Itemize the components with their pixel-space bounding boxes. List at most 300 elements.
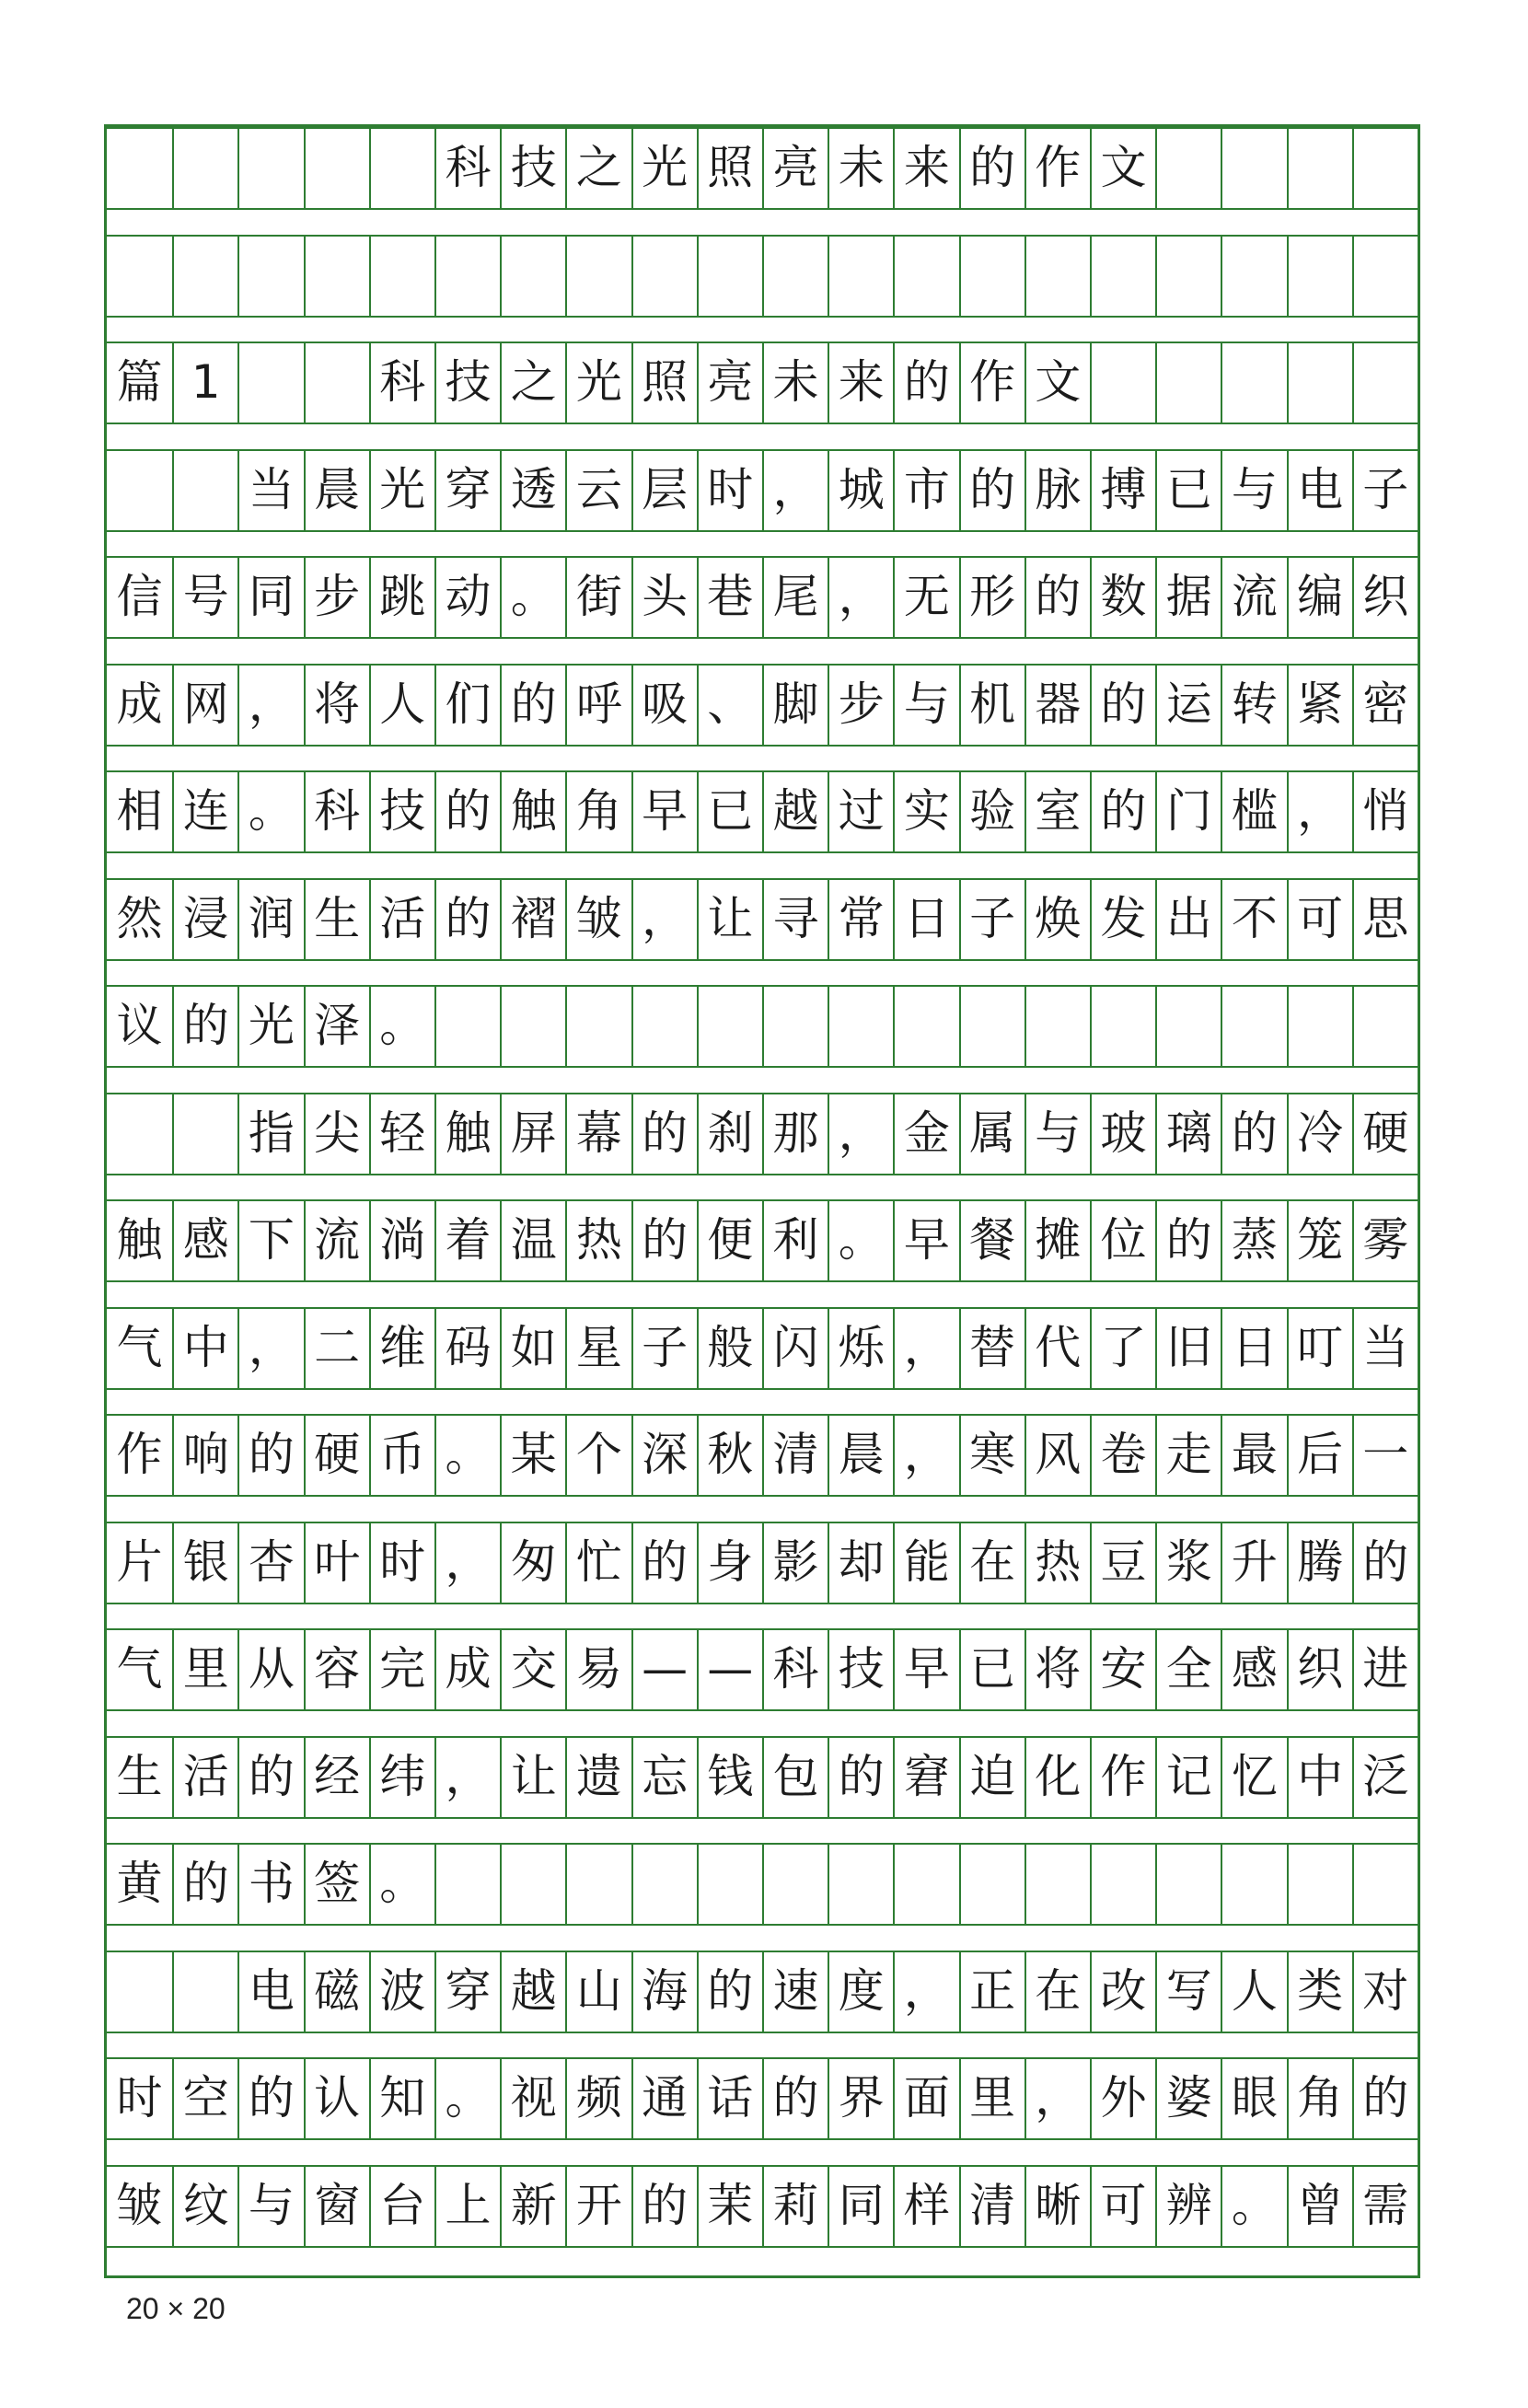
grid-cell (631, 235, 697, 316)
grid-cell: 类 (1287, 1951, 1352, 2032)
grid-cell: 与 (893, 664, 958, 745)
grid-cell: 时 (697, 449, 762, 530)
grid-row (107, 127, 1418, 208)
grid-cell: 中 (1287, 1736, 1352, 1817)
grid-cell: 号 (172, 556, 237, 637)
grid-cell: 技 (434, 342, 500, 423)
grid-cell (172, 1951, 237, 2032)
grid-cell: 尖 (304, 1093, 369, 1174)
grid-cell: 在 (959, 1522, 1024, 1603)
grid-cell: 的 (828, 1736, 893, 1817)
grid-cell: 空 (172, 2057, 237, 2138)
grid-cell: 亮 (762, 127, 828, 208)
grid-cell: 光 (565, 342, 631, 423)
grid-cell: 无 (893, 556, 958, 637)
grid-cell: 人 (369, 664, 434, 745)
grid-cell: 知 (369, 2057, 434, 2138)
grid-cell: 流 (304, 1199, 369, 1280)
grid-row (107, 1843, 1418, 1924)
grid-cell: 身 (697, 1522, 762, 1603)
grid-cell: 磁 (304, 1951, 369, 2032)
grid-cell: 钱 (697, 1736, 762, 1817)
grid-cell (107, 1951, 172, 2032)
grid-cell: 未 (762, 342, 828, 423)
grid-cell: 形 (959, 556, 1024, 637)
grid-cell: 签 (304, 1843, 369, 1924)
grid-cell: 来 (893, 127, 958, 208)
grid-cell: 需 (1352, 2165, 1418, 2246)
grid-cell: 思 (1352, 878, 1418, 959)
grid-line (107, 556, 1418, 558)
grid-cell: 让 (500, 1736, 565, 1817)
grid-line (107, 637, 1418, 639)
grid-line (107, 208, 1418, 210)
grid-cell: 后 (1287, 1414, 1352, 1495)
grid-cell: 银 (172, 1522, 237, 1603)
grid-cell: 的 (631, 1522, 697, 1603)
grid-cell: 热 (1024, 1522, 1090, 1603)
grid-cell: 寒 (959, 1414, 1024, 1495)
grid-cell: 币 (369, 1414, 434, 1495)
grid-line (107, 1414, 1418, 1416)
grid-cell: 在 (1024, 1951, 1090, 2032)
grid-cell (697, 235, 762, 316)
grid-cell: 连 (172, 770, 237, 851)
grid-cell: 悄 (1352, 770, 1418, 851)
grid-cell: 科 (369, 342, 434, 423)
grid-cell (1287, 985, 1352, 1066)
grid-cell: ， (893, 1414, 958, 1495)
grid-cell: 杏 (237, 1522, 303, 1603)
grid-cell: 技 (369, 770, 434, 851)
grid-cell: 。 (500, 556, 565, 637)
grid-row (107, 556, 1418, 637)
grid-line (107, 449, 1418, 451)
grid-cell: 科 (762, 1628, 828, 1709)
grid-cell: 进 (1352, 1628, 1418, 1709)
grid-cell: 迫 (959, 1736, 1024, 1817)
grid-cell: ， (434, 1522, 500, 1603)
grid-cell (1155, 985, 1221, 1066)
grid-cell (1221, 342, 1286, 423)
grid-cell: ， (893, 1307, 958, 1388)
grid-cell: 忘 (631, 1736, 697, 1817)
grid-cell: 曾 (1287, 2165, 1352, 2246)
grid-cell: 生 (116, 1749, 163, 1803)
grid-cell: 数 (1090, 556, 1155, 637)
grid-cell: 。 (434, 2057, 500, 2138)
grid-cell: 尾 (762, 556, 828, 637)
grid-cell: 透 (500, 449, 565, 530)
grid-cell: 窘 (893, 1736, 958, 1817)
grid-cell: 穿 (434, 449, 500, 530)
grid-cell: 触 (116, 1213, 163, 1267)
grid-line (107, 878, 1418, 880)
grid-cell: ， (237, 1307, 303, 1388)
grid-cell: 样 (893, 2165, 958, 2246)
grid-cell: 与 (237, 2165, 303, 2246)
grid-cell: 已 (697, 770, 762, 851)
grid-line (107, 1951, 1418, 1952)
grid-line (107, 1199, 1418, 1201)
grid-cell: 润 (237, 878, 303, 959)
grid-row (107, 1736, 1418, 1817)
grid-cell (237, 342, 303, 423)
grid-cell (1287, 127, 1352, 208)
grid-cell: 的 (172, 985, 237, 1066)
grid-cell: 技 (828, 1628, 893, 1709)
grid-cell: 代 (1024, 1307, 1090, 1388)
grid-cell: 速 (762, 1951, 828, 2032)
grid-cell: 角 (1287, 2057, 1352, 2138)
grid-cell: 作 (1024, 127, 1090, 208)
grid-cell: 般 (697, 1307, 762, 1388)
grid-cell: 泛 (1352, 1736, 1418, 1817)
grid-size-label: 20 × 20 (126, 2292, 226, 2325)
grid-cell: 清 (762, 1414, 828, 1495)
grid-cell: 的 (697, 1951, 762, 2032)
grid-cell: 的 (172, 1843, 237, 1924)
grid-cell: 的 (1024, 556, 1090, 637)
grid-cell: 深 (631, 1414, 697, 1495)
grid-cell (237, 127, 303, 208)
grid-cell: 容 (304, 1628, 369, 1709)
grid-cell: 位 (1090, 1199, 1155, 1280)
grid-cell: 让 (697, 878, 762, 959)
grid-cell: 出 (1155, 878, 1221, 959)
grid-cell: 玻 (1090, 1093, 1155, 1174)
grid-cell: 技 (500, 127, 565, 208)
grid-row (107, 2165, 1418, 2246)
grid-cell: 晰 (1024, 2165, 1090, 2246)
grid-cell: 日 (1221, 1307, 1286, 1388)
grid-cell: 皱 (116, 2178, 163, 2232)
grid-cell (1352, 985, 1418, 1066)
grid-cell: 金 (893, 1093, 958, 1174)
grid-cell: 响 (172, 1414, 237, 1495)
grid-cell: 浸 (172, 878, 237, 959)
grid-cell: 餐 (959, 1199, 1024, 1280)
grid-cell: 织 (1287, 1628, 1352, 1709)
grid-cell: 从 (237, 1628, 303, 1709)
grid-cell: 然 (116, 891, 163, 945)
grid-line (107, 1495, 1418, 1497)
grid-cell (1221, 235, 1286, 316)
grid-cell: 。 (1221, 2165, 1286, 2246)
grid-cell: 动 (434, 556, 500, 637)
grid-cell: 里 (172, 1628, 237, 1709)
grid-cell: 未 (828, 127, 893, 208)
grid-cell: 亮 (697, 342, 762, 423)
grid-cell: 安 (1090, 1628, 1155, 1709)
grid-cell: 子 (631, 1307, 697, 1388)
grid-cell: 寻 (762, 878, 828, 959)
grid-cell: 的 (237, 1414, 303, 1495)
grid-cell: 冷 (1287, 1093, 1352, 1174)
grid-cell (1221, 127, 1286, 208)
grid-cell: 界 (828, 2057, 893, 2138)
grid-cell (1024, 235, 1090, 316)
grid-cell: 晨 (304, 449, 369, 530)
grid-cell: 议 (116, 999, 163, 1052)
grid-cell: 照 (631, 342, 697, 423)
grid-cell: 全 (1155, 1628, 1221, 1709)
grid-cell (107, 449, 172, 530)
grid-cell: 巷 (697, 556, 762, 637)
grid-cell: 搏 (1090, 449, 1155, 530)
grid-cell: 黄 (116, 1857, 163, 1910)
grid-cell: 槛 (1221, 770, 1286, 851)
grid-row (107, 449, 1418, 530)
grid-line (107, 2246, 1418, 2248)
grid-cell: 下 (237, 1199, 303, 1280)
grid-cell (107, 1093, 172, 1174)
grid-cell (172, 235, 237, 316)
grid-row (107, 985, 1418, 1066)
grid-cell (237, 235, 303, 316)
grid-cell: 运 (1155, 664, 1221, 745)
grid-line (107, 2057, 1418, 2059)
grid-cell: 编 (1287, 556, 1352, 637)
grid-line (107, 1280, 1418, 1282)
grid-cell: 人 (1221, 1951, 1286, 2032)
grid-line (107, 1817, 1418, 1819)
grid-cell: 电 (237, 1951, 303, 2032)
grid-cell: 却 (828, 1522, 893, 1603)
grid-cell: — (631, 1628, 697, 1709)
grid-cell (1287, 1843, 1352, 1924)
grid-cell (1352, 342, 1418, 423)
grid-cell: 上 (434, 2165, 500, 2246)
grid-cell: 指 (237, 1093, 303, 1174)
grid-cell (893, 1843, 958, 1924)
grid-line (107, 1924, 1418, 1926)
grid-cell: ， (828, 556, 893, 637)
grid-cell (762, 985, 828, 1066)
grid-cell: 利 (762, 1199, 828, 1280)
grid-row (107, 1951, 1418, 2032)
grid-cell: 的 (1352, 2057, 1418, 2138)
grid-cell: 叶 (304, 1522, 369, 1603)
grid-cell: 的 (762, 2057, 828, 2138)
grid-cell: 越 (762, 770, 828, 851)
grid-line (107, 235, 1418, 237)
grid-line (107, 1628, 1418, 1630)
grid-cell (107, 127, 172, 208)
grid-line (107, 1066, 1418, 1068)
grid-cell: 呼 (565, 664, 631, 745)
grid-cell: 触 (434, 1093, 500, 1174)
grid-cell: 焕 (1024, 878, 1090, 959)
grid-cell: 作 (116, 1428, 163, 1481)
grid-cell: 感 (172, 1199, 237, 1280)
grid-cell: 的 (434, 770, 500, 851)
grid-cell: 卷 (1090, 1414, 1155, 1495)
grid-cell (565, 1843, 631, 1924)
grid-cell: 越 (500, 1951, 565, 2032)
grid-cell: 风 (1024, 1414, 1090, 1495)
grid-cell: 轻 (369, 1093, 434, 1174)
grid-cell: ， (762, 449, 828, 530)
grid-cell (893, 985, 958, 1066)
grid-cell: — (697, 1628, 762, 1709)
grid-cell: 紧 (1287, 664, 1352, 745)
grid-cell (1287, 235, 1352, 316)
grid-cell: 网 (172, 664, 237, 745)
grid-cell: 作 (1090, 1736, 1155, 1817)
grid-cell: 早 (893, 1199, 958, 1280)
grid-cell: 片 (116, 1534, 163, 1589)
grid-cell: 科 (434, 127, 500, 208)
grid-cell: 时 (369, 1522, 434, 1603)
grid-cell: 光 (369, 449, 434, 530)
grid-cell: 相 (116, 784, 163, 838)
grid-line (107, 1843, 1418, 1845)
grid-cell: 穿 (434, 1951, 500, 2032)
grid-cell: 吸 (631, 664, 697, 745)
grid-cell: 验 (959, 770, 1024, 851)
grid-cell: ， (1024, 2057, 1090, 2138)
grid-cell: 便 (697, 1199, 762, 1280)
grid-cell: 光 (631, 127, 697, 208)
grid-row (107, 664, 1418, 745)
grid-cell: 叮 (1287, 1307, 1352, 1388)
grid-cell: 维 (369, 1307, 434, 1388)
grid-cell: 淌 (369, 1199, 434, 1280)
grid-cell: 山 (565, 1951, 631, 2032)
grid-cell (1155, 235, 1221, 316)
grid-cell: 的 (1155, 1199, 1221, 1280)
grid-cell: 文 (1024, 342, 1090, 423)
grid-cell (500, 985, 565, 1066)
grid-cell (1352, 235, 1418, 316)
grid-cell (1352, 127, 1418, 208)
grid-cell: 的 (631, 1199, 697, 1280)
grid-cell: 气 (116, 1642, 163, 1696)
grid-cell: ， (237, 664, 303, 745)
grid-cell: 成 (434, 1628, 500, 1709)
grid-cell (434, 985, 500, 1066)
grid-cell (631, 1843, 697, 1924)
grid-cell: 走 (1155, 1414, 1221, 1495)
grid-cell: 闪 (762, 1307, 828, 1388)
grid-cell: 机 (959, 664, 1024, 745)
grid-cell: 婆 (1155, 2057, 1221, 2138)
grid-row (107, 770, 1418, 851)
grid-cell: 星 (565, 1307, 631, 1388)
grid-cell: ， (1287, 770, 1352, 851)
grid-line (107, 664, 1418, 666)
grid-cell: 码 (434, 1307, 500, 1388)
grid-cell: 频 (565, 2057, 631, 2138)
grid-cell: 能 (893, 1522, 958, 1603)
grid-row (107, 235, 1418, 316)
grid-cell: 摊 (1024, 1199, 1090, 1280)
grid-cell (762, 1843, 828, 1924)
grid-cell: 度 (828, 1951, 893, 2032)
grid-cell: 茉 (697, 2165, 762, 2246)
grid-cell: 之 (500, 342, 565, 423)
grid-cell: 硬 (1352, 1093, 1418, 1174)
grid-cell (959, 985, 1024, 1066)
grid-line (107, 423, 1418, 424)
grid-line (107, 1522, 1418, 1523)
grid-cell: 实 (893, 770, 958, 851)
grid-line (107, 959, 1418, 961)
grid-cell: 幕 (565, 1093, 631, 1174)
grid-cell: 豆 (1090, 1522, 1155, 1603)
grid-cell: 街 (565, 556, 631, 637)
grid-cell: 清 (959, 2165, 1024, 2246)
grid-cell: 面 (893, 2057, 958, 2138)
grid-cell (1024, 985, 1090, 1066)
grid-cell: 将 (1024, 1628, 1090, 1709)
grid-cell: 早 (893, 1628, 958, 1709)
grid-cell (828, 985, 893, 1066)
grid-cell: 步 (304, 556, 369, 637)
grid-line (107, 1307, 1418, 1309)
grid-cell: 晨 (828, 1414, 893, 1495)
grid-cell: 易 (565, 1628, 631, 1709)
grid-cell (304, 235, 369, 316)
grid-cell: 常 (828, 878, 893, 959)
grid-cell: 时 (116, 2071, 163, 2124)
grid-cell: ， (828, 1093, 893, 1174)
grid-cell: 纬 (369, 1736, 434, 1817)
grid-cell: 烁 (828, 1307, 893, 1388)
grid-line (107, 1093, 1418, 1094)
grid-cell: 正 (959, 1951, 1024, 2032)
grid-cell: 台 (369, 2165, 434, 2246)
grid-cell: 活 (369, 878, 434, 959)
grid-cell: 外 (1090, 2057, 1155, 2138)
grid-cell: 科 (304, 770, 369, 851)
grid-line (107, 2032, 1418, 2033)
grid-cell (1090, 1843, 1155, 1924)
grid-cell: 市 (893, 449, 958, 530)
grid-cell: 辨 (1155, 2165, 1221, 2246)
grid-cell: 密 (1352, 664, 1418, 745)
grid-cell (1090, 235, 1155, 316)
grid-cell (500, 235, 565, 316)
grid-cell (1221, 985, 1286, 1066)
grid-cell (172, 1093, 237, 1174)
grid-cell: 二 (304, 1307, 369, 1388)
grid-cell: 海 (631, 1951, 697, 2032)
grid-cell (304, 127, 369, 208)
grid-cell: 。 (434, 1414, 500, 1495)
grid-cell (697, 985, 762, 1066)
grid-cell: ， (434, 1736, 500, 1817)
grid-cell: 化 (1024, 1736, 1090, 1817)
grid-cell: 完 (369, 1628, 434, 1709)
grid-line (107, 1736, 1418, 1738)
grid-cell: 雾 (1352, 1199, 1418, 1280)
grid-cell: 气 (116, 1320, 163, 1374)
grid-cell: 替 (959, 1307, 1024, 1388)
grid-cell: 来 (828, 342, 893, 423)
grid-cell: 属 (959, 1093, 1024, 1174)
grid-line (107, 985, 1418, 987)
grid-cell (107, 235, 172, 316)
grid-cell (1024, 1843, 1090, 1924)
grid-cell: 褶 (500, 878, 565, 959)
grid-line (107, 851, 1418, 853)
grid-cell: 室 (1024, 770, 1090, 851)
grid-cell: 1 (172, 342, 237, 423)
grid-cell: 子 (1352, 449, 1418, 530)
grid-cell: 忙 (565, 1522, 631, 1603)
